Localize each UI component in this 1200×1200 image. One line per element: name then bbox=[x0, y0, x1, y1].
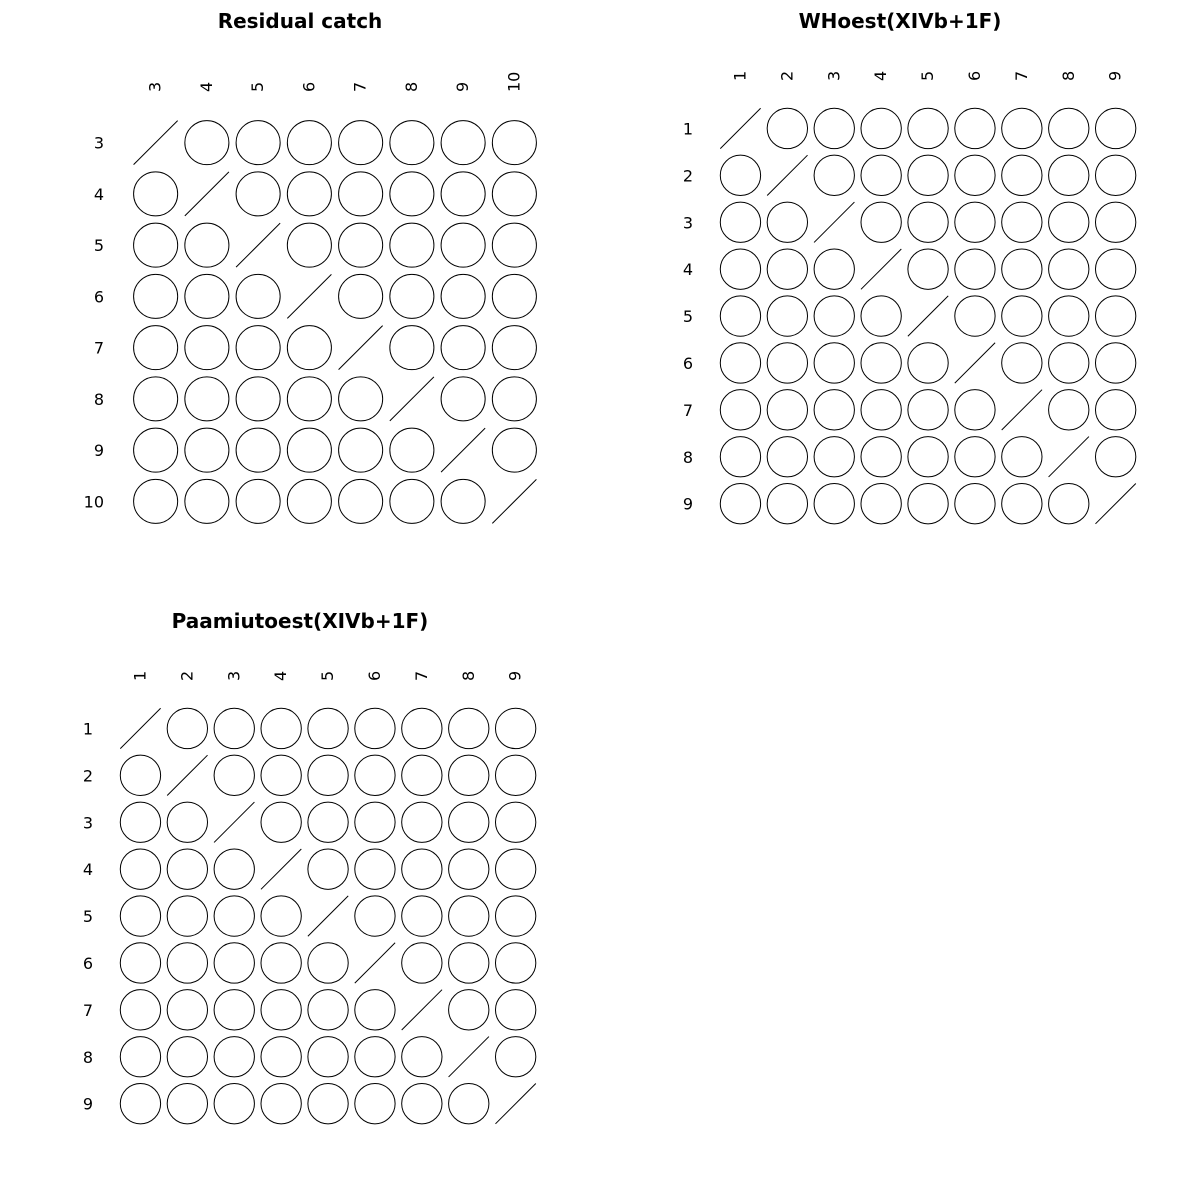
correlation-circle bbox=[1049, 343, 1089, 383]
column-tick-label: 8 bbox=[401, 81, 421, 92]
correlation-circle bbox=[495, 802, 535, 842]
correlation-circle bbox=[441, 223, 485, 267]
correlation-circle bbox=[308, 990, 348, 1030]
correlation-circle bbox=[1002, 202, 1042, 242]
correlation-circle bbox=[1002, 483, 1042, 523]
correlation-circle bbox=[308, 849, 348, 889]
diagonal-slash bbox=[287, 274, 331, 318]
correlation-circle bbox=[449, 943, 489, 983]
diagonal-slash bbox=[492, 479, 536, 523]
correlation-circle bbox=[1049, 155, 1089, 195]
correlation-circle bbox=[308, 755, 348, 795]
correlation-circle bbox=[492, 274, 536, 318]
panel-title: Paamiutoest(XIVb+1F) bbox=[171, 609, 429, 633]
correlation-circle bbox=[167, 708, 207, 748]
column-tick-label: 6 bbox=[964, 70, 984, 81]
correlation-circle bbox=[767, 343, 807, 383]
correlation-circle bbox=[814, 296, 854, 336]
correlation-circle bbox=[1049, 108, 1089, 148]
correlation-circle bbox=[214, 708, 254, 748]
row-tick-label: 7 bbox=[82, 1000, 93, 1020]
correlation-circle bbox=[861, 437, 901, 477]
correlation-circle bbox=[308, 943, 348, 983]
diagonal-slash bbox=[495, 1083, 535, 1123]
correlation-circle bbox=[449, 849, 489, 889]
correlation-circle bbox=[908, 202, 948, 242]
correlation-circle bbox=[355, 896, 395, 936]
row-tick-label: 6 bbox=[93, 287, 104, 307]
panel-whoest bbox=[683, 9, 1136, 524]
correlation-circle bbox=[767, 296, 807, 336]
column-tick-label: 1 bbox=[130, 670, 150, 681]
correlation-circle bbox=[955, 390, 995, 430]
column-tick-label: 3 bbox=[824, 70, 844, 81]
correlation-circle bbox=[495, 708, 535, 748]
column-tick-label: 7 bbox=[411, 670, 431, 681]
correlation-circle bbox=[449, 896, 489, 936]
correlation-circle bbox=[402, 802, 442, 842]
correlation-circle bbox=[339, 172, 383, 216]
correlation-circle bbox=[1095, 108, 1135, 148]
correlation-circle bbox=[261, 802, 301, 842]
correlation-circle bbox=[402, 1037, 442, 1077]
column-tick-label: 5 bbox=[318, 670, 338, 681]
row-tick-label: 4 bbox=[682, 260, 693, 280]
correlation-circle bbox=[767, 202, 807, 242]
diagonal-slash bbox=[767, 155, 807, 195]
correlation-circle bbox=[185, 428, 229, 472]
correlation-circle bbox=[441, 326, 485, 370]
correlation-circle bbox=[355, 708, 395, 748]
column-tick-label: 7 bbox=[1011, 70, 1031, 81]
column-tick-label: 3 bbox=[224, 670, 244, 681]
correlation-circle bbox=[339, 121, 383, 165]
column-tick-label: 10 bbox=[504, 71, 524, 92]
correlation-circle bbox=[120, 1083, 160, 1123]
correlation-circle bbox=[720, 390, 760, 430]
diagonal-slash bbox=[1095, 483, 1135, 523]
correlation-circle bbox=[492, 428, 536, 472]
diagonal-slash bbox=[441, 428, 485, 472]
correlation-circle bbox=[720, 296, 760, 336]
diagonal-slash bbox=[214, 802, 254, 842]
row-tick-label: 6 bbox=[682, 353, 693, 373]
correlation-circle bbox=[308, 1037, 348, 1077]
correlation-circle bbox=[167, 943, 207, 983]
column-tick-label: 8 bbox=[458, 670, 478, 681]
correlation-circle bbox=[134, 377, 178, 421]
correlation-circle bbox=[1095, 249, 1135, 289]
column-tick-label: 4 bbox=[871, 70, 891, 81]
column-tick-label: 9 bbox=[505, 670, 525, 681]
correlation-circle bbox=[861, 108, 901, 148]
correlation-circle bbox=[495, 990, 535, 1030]
correlation-circle bbox=[767, 108, 807, 148]
row-tick-label: 6 bbox=[82, 953, 93, 973]
correlation-circle bbox=[214, 755, 254, 795]
correlation-circle bbox=[720, 249, 760, 289]
diagonal-slash bbox=[720, 108, 760, 148]
correlation-circle bbox=[767, 249, 807, 289]
row-tick-label: 8 bbox=[682, 447, 693, 467]
panel-title: Residual catch bbox=[217, 9, 383, 33]
correlation-circle bbox=[214, 990, 254, 1030]
column-tick-label: 6 bbox=[364, 670, 384, 681]
correlation-circle bbox=[1095, 296, 1135, 336]
row-tick-label: 9 bbox=[682, 494, 693, 514]
row-tick-label: 2 bbox=[82, 766, 93, 786]
diagonal-slash bbox=[355, 943, 395, 983]
correlation-circle bbox=[1095, 390, 1135, 430]
correlation-circle bbox=[120, 849, 160, 889]
correlation-circle bbox=[287, 377, 331, 421]
correlation-circle bbox=[441, 172, 485, 216]
correlation-circle bbox=[355, 849, 395, 889]
correlation-circle bbox=[495, 755, 535, 795]
correlation-circle bbox=[287, 479, 331, 523]
correlation-circle bbox=[1049, 202, 1089, 242]
correlation-circle bbox=[955, 483, 995, 523]
correlation-circle bbox=[236, 326, 280, 370]
correlation-circle bbox=[236, 377, 280, 421]
correlation-circle bbox=[720, 155, 760, 195]
correlation-circle bbox=[955, 108, 995, 148]
correlation-circle bbox=[1095, 437, 1135, 477]
column-tick-label: 2 bbox=[177, 670, 197, 681]
correlation-circle bbox=[1002, 296, 1042, 336]
row-tick-label: 7 bbox=[682, 400, 693, 420]
correlation-circle bbox=[287, 428, 331, 472]
correlation-circle bbox=[1049, 296, 1089, 336]
correlation-circle bbox=[861, 343, 901, 383]
column-tick-label: 5 bbox=[918, 70, 938, 81]
column-tick-label: 3 bbox=[145, 81, 165, 92]
correlation-circle bbox=[495, 849, 535, 889]
correlation-circle bbox=[355, 802, 395, 842]
row-tick-label: 5 bbox=[82, 907, 93, 927]
correlation-circle bbox=[390, 326, 434, 370]
row-tick-label: 3 bbox=[93, 133, 104, 153]
column-tick-label: 8 bbox=[1058, 70, 1078, 81]
row-tick-label: 10 bbox=[83, 492, 104, 512]
panel-residual-catch bbox=[84, 9, 537, 523]
correlation-circle bbox=[449, 1083, 489, 1123]
correlation-circle bbox=[185, 377, 229, 421]
diagonal-slash bbox=[908, 296, 948, 336]
correlation-circle bbox=[402, 849, 442, 889]
column-tick-label: 6 bbox=[299, 81, 319, 92]
correlation-circle bbox=[236, 274, 280, 318]
correlation-circle bbox=[402, 943, 442, 983]
correlation-circle bbox=[814, 390, 854, 430]
diagonal-slash bbox=[861, 249, 901, 289]
correlation-circle bbox=[390, 428, 434, 472]
correlation-circle bbox=[1002, 249, 1042, 289]
correlation-circle bbox=[861, 296, 901, 336]
diagonal-slash bbox=[402, 990, 442, 1030]
row-tick-label: 1 bbox=[82, 719, 93, 739]
correlation-circle bbox=[287, 172, 331, 216]
correlation-circle bbox=[908, 390, 948, 430]
correlation-circle bbox=[390, 223, 434, 267]
correlation-circle bbox=[134, 326, 178, 370]
correlation-circle bbox=[185, 274, 229, 318]
row-tick-label: 9 bbox=[82, 1094, 93, 1114]
correlation-circle bbox=[814, 108, 854, 148]
column-tick-label: 9 bbox=[1105, 70, 1125, 81]
correlation-circle bbox=[441, 479, 485, 523]
correlation-circle bbox=[261, 755, 301, 795]
diagonal-slash bbox=[120, 708, 160, 748]
correlation-circle bbox=[167, 849, 207, 889]
correlation-circle bbox=[390, 121, 434, 165]
correlation-circle bbox=[1049, 483, 1089, 523]
correlation-circle bbox=[720, 437, 760, 477]
correlation-circle bbox=[134, 428, 178, 472]
row-tick-label: 5 bbox=[93, 236, 104, 256]
correlation-circle bbox=[1002, 108, 1042, 148]
column-tick-label: 7 bbox=[350, 81, 370, 92]
correlation-circle bbox=[214, 943, 254, 983]
correlation-circle bbox=[861, 155, 901, 195]
correlation-circle bbox=[390, 172, 434, 216]
correlation-circle bbox=[134, 172, 178, 216]
correlation-circle bbox=[120, 755, 160, 795]
correlation-circle bbox=[287, 223, 331, 267]
row-tick-label: 2 bbox=[682, 166, 693, 186]
diagonal-slash bbox=[955, 343, 995, 383]
correlation-circle bbox=[955, 249, 995, 289]
diagonal-slash bbox=[1002, 390, 1042, 430]
column-tick-label: 4 bbox=[271, 670, 291, 681]
correlation-circle bbox=[720, 343, 760, 383]
diagonal-slash bbox=[185, 172, 229, 216]
panel-paamiutoest bbox=[83, 609, 536, 1124]
correlation-circle bbox=[492, 326, 536, 370]
correlation-circle bbox=[441, 274, 485, 318]
correlation-circle bbox=[449, 755, 489, 795]
correlation-circle bbox=[767, 437, 807, 477]
correlation-circle bbox=[492, 377, 536, 421]
correlation-circle bbox=[355, 1037, 395, 1077]
correlation-circle bbox=[955, 202, 995, 242]
panel-title: WHoest(XIVb+1F) bbox=[798, 9, 1002, 33]
diagonal-slash bbox=[261, 849, 301, 889]
diagonal-slash bbox=[167, 755, 207, 795]
row-tick-label: 1 bbox=[682, 119, 693, 139]
correlation-circle bbox=[814, 437, 854, 477]
correlation-circle bbox=[402, 896, 442, 936]
correlation-circle bbox=[767, 390, 807, 430]
row-tick-label: 4 bbox=[93, 184, 104, 204]
correlation-circle bbox=[402, 1083, 442, 1123]
correlation-circle bbox=[167, 990, 207, 1030]
row-tick-label: 8 bbox=[93, 389, 104, 409]
column-tick-label: 1 bbox=[730, 70, 750, 81]
column-tick-label: 5 bbox=[248, 81, 268, 92]
correlation-circle bbox=[120, 943, 160, 983]
correlation-circle bbox=[814, 155, 854, 195]
correlation-circle bbox=[339, 428, 383, 472]
correlation-circle bbox=[908, 343, 948, 383]
correlation-circle bbox=[390, 479, 434, 523]
correlation-circle bbox=[955, 296, 995, 336]
correlation-circle bbox=[134, 479, 178, 523]
row-tick-label: 3 bbox=[82, 813, 93, 833]
correlation-circle bbox=[908, 483, 948, 523]
correlation-circle bbox=[1002, 343, 1042, 383]
row-tick-label: 4 bbox=[82, 860, 93, 880]
correlation-circle bbox=[449, 990, 489, 1030]
correlation-circle bbox=[441, 377, 485, 421]
correlation-circle bbox=[955, 155, 995, 195]
column-tick-label: 9 bbox=[453, 81, 473, 92]
correlation-circle bbox=[355, 990, 395, 1030]
correlation-circle bbox=[261, 1083, 301, 1123]
correlation-circle bbox=[767, 483, 807, 523]
correlation-circle bbox=[308, 1083, 348, 1123]
row-tick-label: 7 bbox=[93, 338, 104, 358]
correlation-circle bbox=[167, 802, 207, 842]
row-tick-label: 9 bbox=[93, 441, 104, 461]
correlation-circle bbox=[441, 121, 485, 165]
diagonal-slash bbox=[814, 202, 854, 242]
correlation-circle bbox=[908, 155, 948, 195]
row-tick-label: 5 bbox=[682, 307, 693, 327]
correlation-circle bbox=[339, 274, 383, 318]
correlation-circle bbox=[861, 483, 901, 523]
correlation-circle bbox=[185, 121, 229, 165]
correlation-circle bbox=[1095, 202, 1135, 242]
correlation-circle bbox=[261, 990, 301, 1030]
correlation-circle bbox=[339, 377, 383, 421]
correlation-circle bbox=[495, 896, 535, 936]
correlation-circle bbox=[1002, 155, 1042, 195]
diagonal-slash bbox=[134, 121, 178, 165]
correlation-circle bbox=[339, 479, 383, 523]
correlation-circle bbox=[120, 896, 160, 936]
correlation-circle bbox=[261, 943, 301, 983]
diagonal-slash bbox=[339, 326, 383, 370]
diagonal-slash bbox=[449, 1037, 489, 1077]
correlation-circle bbox=[236, 428, 280, 472]
correlation-circle bbox=[134, 223, 178, 267]
correlation-circle bbox=[814, 483, 854, 523]
correlation-circle bbox=[1095, 155, 1135, 195]
correlation-circle bbox=[185, 326, 229, 370]
correlation-circle bbox=[402, 708, 442, 748]
correlation-circle bbox=[355, 1083, 395, 1123]
correlation-circle bbox=[908, 437, 948, 477]
column-tick-label: 4 bbox=[196, 81, 216, 92]
correlation-circle bbox=[339, 223, 383, 267]
correlation-circle bbox=[287, 121, 331, 165]
correlation-circle bbox=[390, 274, 434, 318]
correlation-circle bbox=[1049, 390, 1089, 430]
column-tick-label: 2 bbox=[777, 70, 797, 81]
correlation-circle bbox=[261, 708, 301, 748]
correlation-circle bbox=[492, 172, 536, 216]
correlation-circle bbox=[1002, 437, 1042, 477]
correlation-circle bbox=[908, 249, 948, 289]
correlation-circle bbox=[120, 802, 160, 842]
correlation-circle bbox=[134, 274, 178, 318]
correlation-circle bbox=[492, 121, 536, 165]
correlation-circle bbox=[167, 1037, 207, 1077]
correlation-circle bbox=[955, 437, 995, 477]
correlation-circle bbox=[261, 1037, 301, 1077]
row-tick-label: 8 bbox=[82, 1047, 93, 1067]
correlation-circle bbox=[120, 990, 160, 1030]
correlation-circle bbox=[185, 479, 229, 523]
correlation-circle bbox=[495, 943, 535, 983]
correlation-circle bbox=[814, 249, 854, 289]
correlation-circle bbox=[355, 755, 395, 795]
correlation-circle bbox=[861, 202, 901, 242]
correlation-circle bbox=[908, 108, 948, 148]
correlation-circle bbox=[308, 708, 348, 748]
correlation-circle bbox=[449, 802, 489, 842]
correlation-circle bbox=[492, 223, 536, 267]
correlation-circle bbox=[214, 1037, 254, 1077]
correlation-circle bbox=[402, 755, 442, 795]
correlation-circle bbox=[236, 121, 280, 165]
correlation-circle bbox=[861, 390, 901, 430]
correlation-circle bbox=[214, 896, 254, 936]
correlation-circle bbox=[449, 708, 489, 748]
correlation-circle bbox=[236, 479, 280, 523]
correlation-circle bbox=[814, 343, 854, 383]
correlation-circle bbox=[1095, 343, 1135, 383]
correlation-circle bbox=[185, 223, 229, 267]
correlation-circle bbox=[308, 802, 348, 842]
correlation-circle bbox=[261, 896, 301, 936]
correlation-circle bbox=[720, 202, 760, 242]
correlation-circle bbox=[495, 1037, 535, 1077]
correlation-circle bbox=[214, 849, 254, 889]
diagonal-slash bbox=[390, 377, 434, 421]
correlation-circle bbox=[720, 483, 760, 523]
diagonal-slash bbox=[1049, 437, 1089, 477]
correlation-circle bbox=[287, 326, 331, 370]
diagonal-slash bbox=[308, 896, 348, 936]
correlation-circle bbox=[1049, 249, 1089, 289]
correlation-circle bbox=[214, 1083, 254, 1123]
correlation-circle bbox=[120, 1037, 160, 1077]
diagonal-slash bbox=[236, 223, 280, 267]
correlation-circle bbox=[167, 896, 207, 936]
correlation-circle bbox=[167, 1083, 207, 1123]
correlation-circle bbox=[236, 172, 280, 216]
row-tick-label: 3 bbox=[682, 213, 693, 233]
